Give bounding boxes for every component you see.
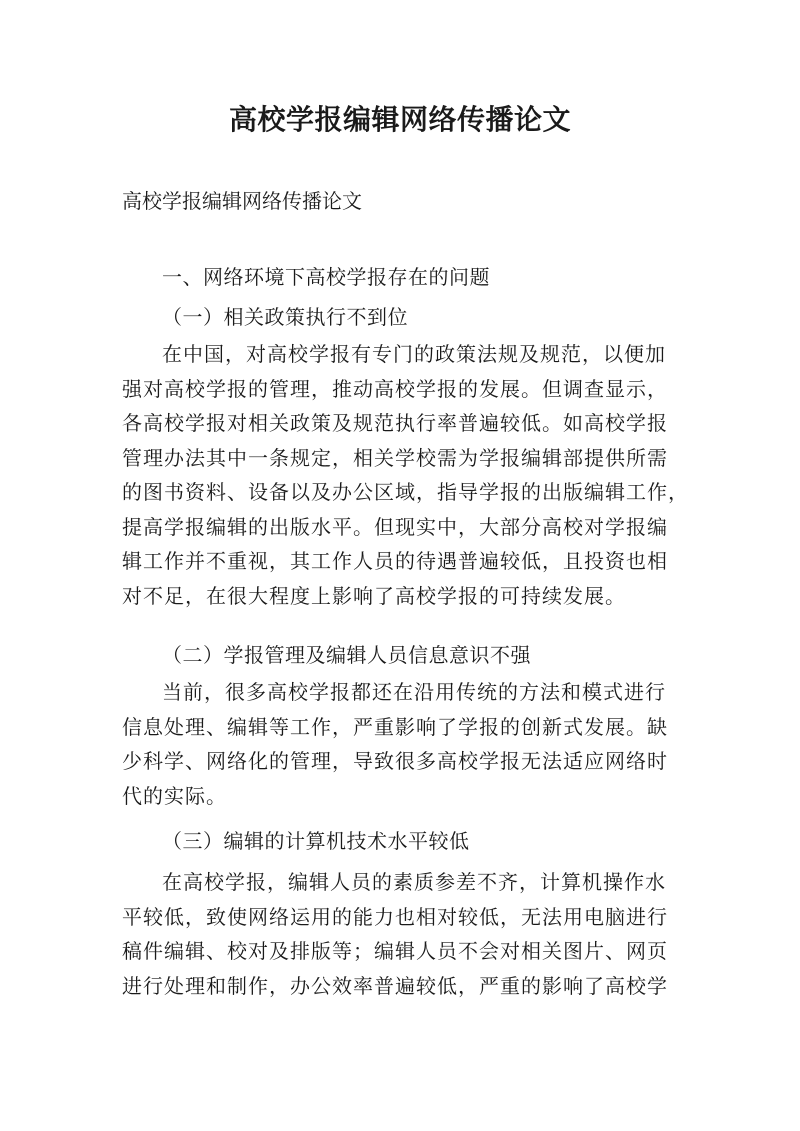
subsection-body-1: [122, 337, 690, 613]
subsection-heading-3: （三）编辑的计算机技术水平较低: [162, 829, 470, 853]
paragraph-line: 的图书资料、设备以及办公区域，指导学报的出版编辑工作，: [122, 480, 689, 504]
subsection-heading-1: （一）相关政策执行不到位: [162, 305, 408, 329]
paragraph-line: 代的实际。: [122, 783, 227, 808]
subsection-heading-2: （二）学报管理及编辑人员信息意识不强: [162, 643, 531, 667]
document-title: 高校学报编辑网络传播论文: [228, 103, 571, 136]
paragraph-line: 在中国，对高校学报有专门的政策法规及规范，以便加: [162, 342, 666, 366]
paragraph-line: 平较低，致使网络运用的能力也相对较低，无法用电脑进行: [122, 904, 668, 929]
paragraph-line: 辑工作并不重视，其工作人员的待遇普遍较低，且投资也相: [122, 549, 668, 573]
paragraph-line: 信息处理、编辑等工作，严重影响了学报的创新式发展。缺: [122, 714, 668, 739]
subsection-body-2: [122, 675, 690, 813]
section-heading: 一、网络环境下高校学报存在的问题: [162, 265, 490, 289]
document-subtitle: 高校学报编辑网络传播论文: [122, 189, 362, 213]
paragraph-line: 当前，很多高校学报都还在沿用传统的方法和模式进行: [162, 680, 666, 704]
paragraph-line: 在高校学报，编辑人员的素质参差不齐，计算机操作水: [162, 870, 666, 894]
paragraph-line: 提高学报编辑的出版水平。但现实中，大部分高校对学报编: [122, 514, 668, 539]
paragraph-line: 强对高校学报的管理，推动高校学报的发展。但调查显示，: [122, 376, 668, 401]
subsection-body-3: [122, 865, 690, 1003]
paragraph-line: 各高校学报对相关政策及规范执行率普遍较低。如高校学报: [122, 411, 668, 435]
paragraph-line: 稿件编辑、校对及排版等；编辑人员不会对相关图片、网页: [122, 939, 668, 963]
paragraph-line: 少科学、网络化的管理，导致很多高校学报无法适应网络时: [122, 749, 668, 773]
paragraph-line: 对不足，在很大程度上影响了高校学报的可持续发展。: [122, 583, 626, 608]
paragraph-line: 管理办法其中一条规定，相关学校需为学报编辑部提供所需: [122, 445, 668, 470]
paragraph-line: 进行处理和制作，办公效率普遍较低，严重的影响了高校学: [122, 973, 668, 998]
